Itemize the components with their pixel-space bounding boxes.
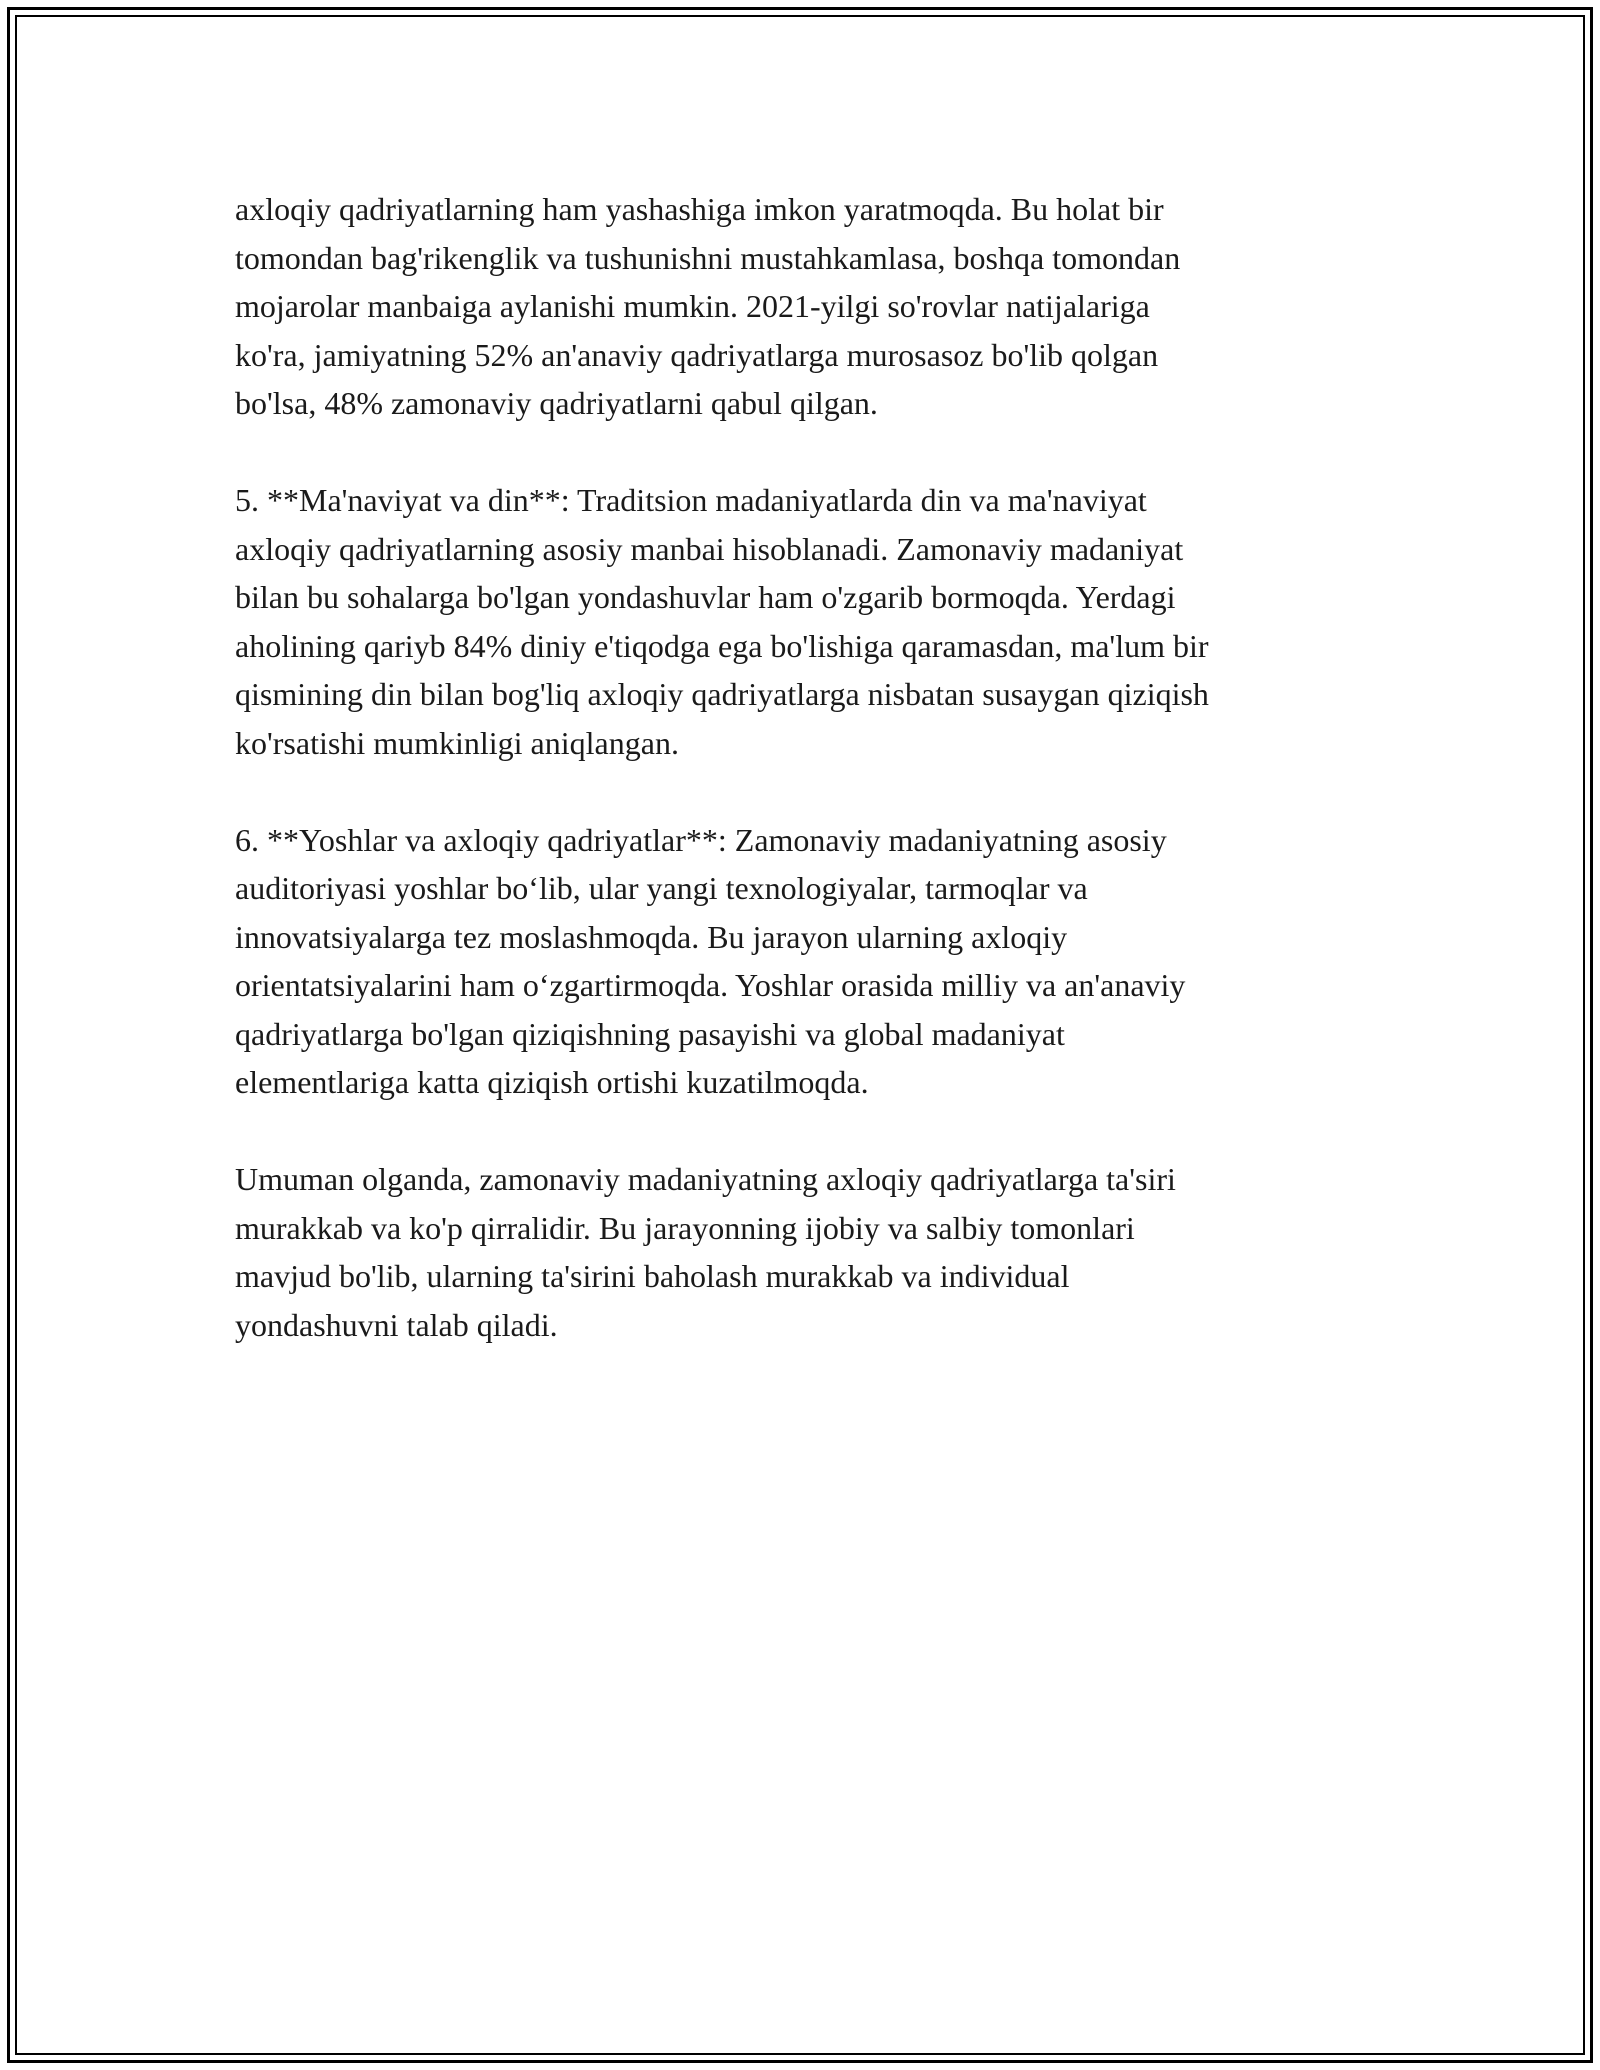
- paragraph-youth-values: [235, 816, 1375, 1107]
- document-body: [235, 185, 1375, 1398]
- paragraph-spirituality-religion: [235, 476, 1375, 767]
- text-line: ko'ra, jamiyatning 52% an'anaviy qadriyatlarga murosasoz bo'lib qolgan: [235, 336, 1159, 373]
- paragraph-conclusion: [235, 1155, 1375, 1349]
- text-line: 5. **Ma'naviyat va din**: Traditsion madaniyatlarda din va ma'naviyat: [235, 482, 1147, 518]
- paragraph-intro-continuation: [235, 185, 1375, 428]
- text-line: auditoriyasi yoshlar bo‘lib, ular yangi texnologiyalar, tarmoqlar va: [235, 870, 1088, 906]
- text-line: mojarolar manbaiga aylanishi mumkin. 2021-yilgi so'rovlar natijalariga: [235, 288, 1150, 324]
- text-line: tomondan bag'rikenglik va tushunishni mustahkamlasa, boshqa tomondan: [235, 239, 1181, 276]
- text-line: Umuman olganda, zamonaviy madaniyatning axloqiy qadriyatlarga ta'siri: [235, 1161, 1176, 1197]
- text-line: ko'rsatishi mumkinligi aniqlangan.: [235, 724, 679, 761]
- text-line: bilan bu sohalarga bo'lgan yondashuvlar ham o'zgarib bormoqda. Yerdagi: [235, 579, 1176, 615]
- text-line: bo'lsa, 48% zamonaviy qadriyatlarni qabul qilgan.: [235, 385, 878, 421]
- text-line: innovatsiyalarga tez moslashmoqda. Bu jarayon ularning axloqiy: [235, 918, 1068, 955]
- text-line: orientatsiyalarini ham o‘zgartirmoqda. Yoshlar orasida milliy va an'anaviy: [235, 967, 1186, 1003]
- text-line: 6. **Yoshlar va axloqiy qadriyatlar**: Zamonaviy madaniyatning asosiy: [235, 821, 1167, 858]
- text-line: elementlariga katta qiziqish ortishi kuzatilmoqda.: [235, 1064, 869, 1100]
- text-line: mavjud bo'lib, ularning ta'sirini baholash murakkab va individual: [235, 1258, 1070, 1294]
- text-line: axloqiy qadriyatlarning ham yashashiga imkon yaratmoqda. Bu holat bir: [235, 191, 1164, 227]
- text-line: qadriyatlarga bo'lgan qiziqishning pasayishi va global madaniyat: [235, 1015, 1065, 1052]
- text-line: axloqiy qadriyatlarning asosiy manbai hisoblanadi. Zamonaviy madaniyat: [235, 530, 1184, 567]
- text-line: murakkab va ko'p qirralidir. Bu jarayonning ijobiy va salbiy tomonlari: [235, 1209, 1135, 1246]
- text-line: aholining qariyb 84% diniy e'tiqodga ega bo'lishiga qaramasdan, ma'lum bir: [235, 627, 1209, 664]
- text-line: yondashuvni talab qiladi.: [235, 1306, 558, 1343]
- text-line: qismining din bilan bog'liq axloqiy qadriyatlarga nisbatan susaygan qiziqish: [235, 676, 1209, 712]
